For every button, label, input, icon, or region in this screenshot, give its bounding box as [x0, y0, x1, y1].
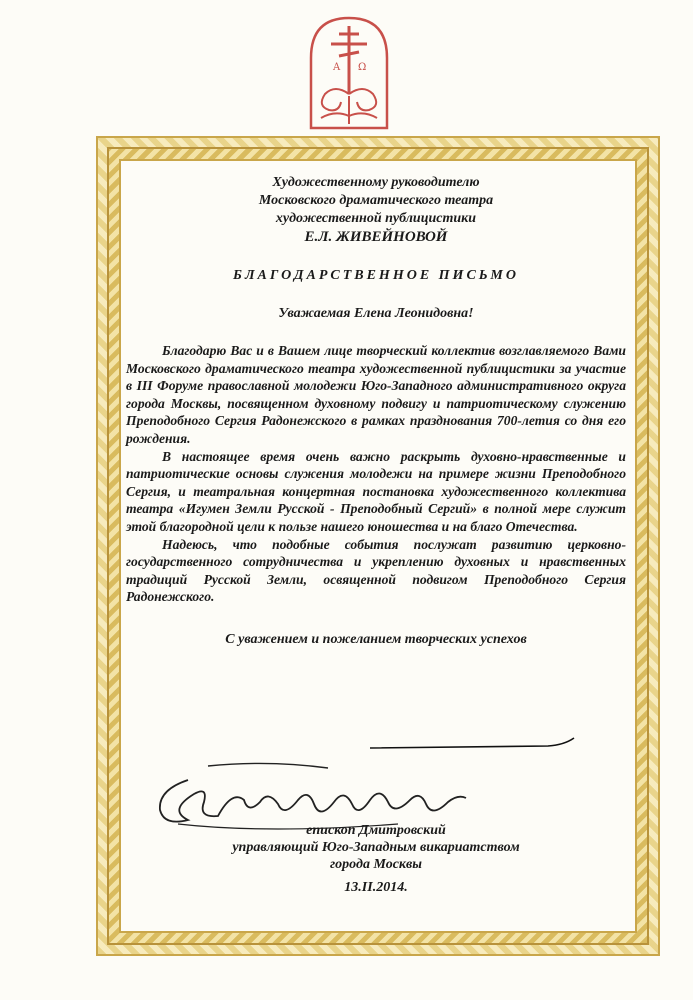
letter-date: 13.II.2014.: [344, 880, 408, 895]
paragraph-3: Надеюсь, что подобные события послужат развитию церковно-государственного сотрудничества и укреплению духовных и нравственных традиций Русской Земли, освященной подвигом Преподобного Сергия Радонежского.: [126, 536, 626, 605]
signer-position: управляющий Юго-Западным викариатством: [232, 840, 520, 855]
signer-block: [126, 822, 626, 896]
signature-line: [368, 736, 576, 754]
letter-body: [126, 166, 626, 648]
paragraph-2: В настоящее время очень важно раскрыть духовно-нравственные и патриотические основы служения молодежи на примере жизни Преподобного Сергия, и театральная концертная постановка художественного коллектива театра «Игумен Земли Русской - Преподобный Сергий» в полной мере служит этой благородной цели к пользе нашего юношества и на благо Отечества.: [126, 448, 626, 534]
addressee-name: Е.Л. ЖИВЕЙНОВОЙ: [304, 229, 448, 245]
alpha-letter: Α: [333, 62, 341, 73]
closing-line: С уважением и пожеланием творческих успехов: [225, 631, 527, 647]
paragraph-1: Благодарю Вас и в Вашем лице творческий коллектив возглавляемого Вами Московского драматического театра художественной публицистики за участие в III Форуме православной молодежи Юго-Западного административного округа города Москвы, посвященном духовному подвигу и патриотическому служению Преподобного Сергия Радонежского в рамках празднования 700-летия со дня его рождения.: [126, 343, 626, 446]
addressee-block: [126, 174, 626, 246]
addressee-line-3: художественной публицистики: [275, 211, 477, 226]
salutation: Уважаемая Елена Леонидовна!: [278, 306, 474, 321]
church-emblem-icon: [305, 14, 393, 130]
omega-letter: Ω: [358, 62, 367, 73]
signer-city: города Москвы: [330, 857, 422, 872]
signer-title: епископ Дмитровский: [306, 823, 446, 838]
addressee-line-1: Художественному руководителю: [272, 175, 480, 190]
addressee-line-2: Московского драматического театра: [258, 193, 494, 208]
document-title: БЛАГОДАРСТВЕННОЕ ПИСЬМО: [233, 268, 519, 283]
